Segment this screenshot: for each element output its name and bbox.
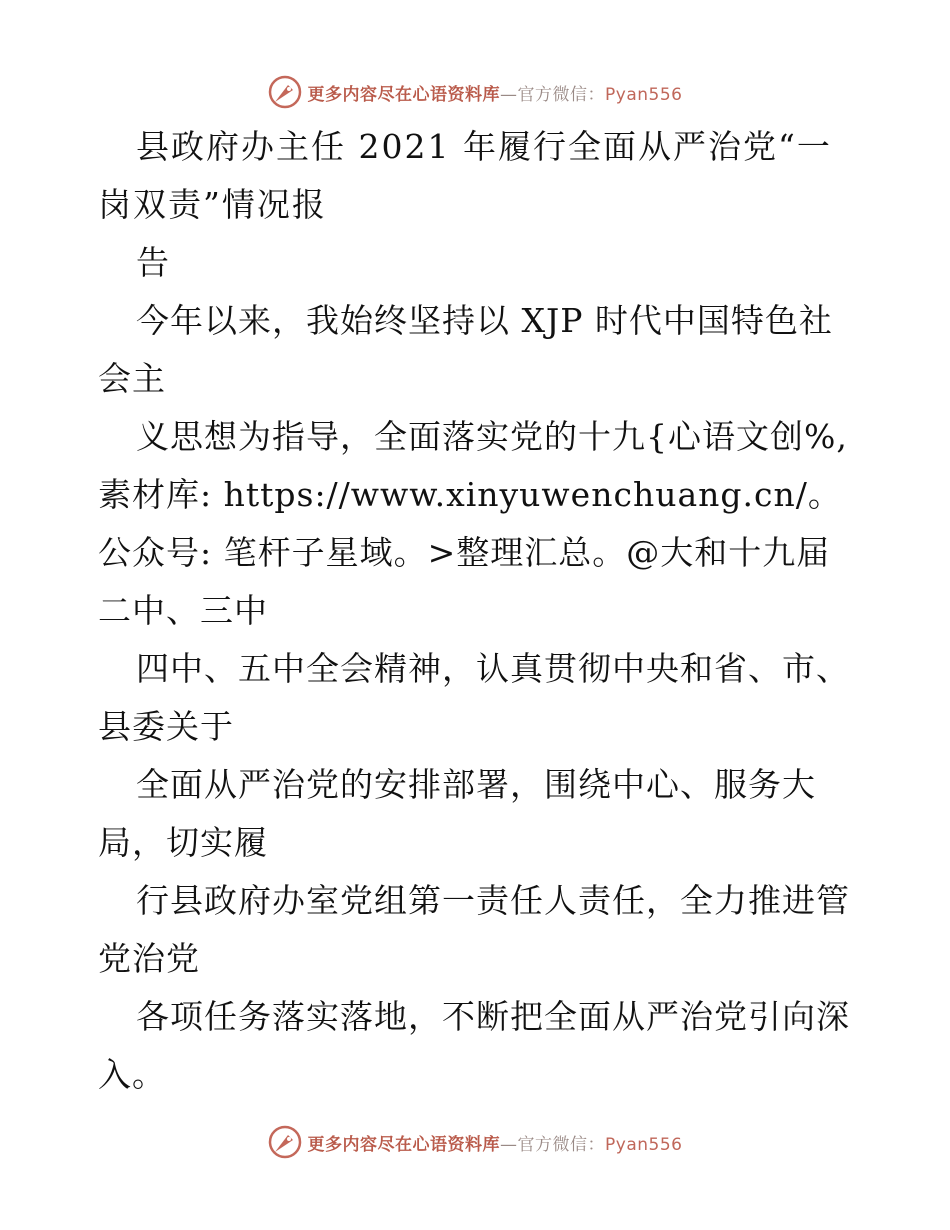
watermark-channel: 官方微信： <box>517 1134 606 1155</box>
document-title: 县政府办主任 2021 年履行全面从严治党“一岗双责”情况报 <box>98 127 832 224</box>
watermark-wechat-id: Pyan556 <box>605 84 683 105</box>
document-title-continuation: 告 <box>136 243 170 282</box>
watermark-brand: 更多内容尽在心语资料库 <box>307 84 501 105</box>
watermark-wechat-id: Pyan556 <box>605 1134 683 1155</box>
watermark-text <box>308 1130 683 1155</box>
watermark-text <box>308 80 683 105</box>
paragraph: 各项任务落实落地，不断把全面从严治党引向深入。 <box>98 997 850 1094</box>
pen-nib-logo-icon <box>268 1125 302 1159</box>
paragraph: 四中、五中全会精神，认真贯彻中央和省、市、县委关于 <box>98 649 850 746</box>
paragraph: 今年以来，我始终坚持以 XJP 时代中国特色社会主 <box>98 301 833 398</box>
paragraph: 义思想为指导，全面落实党的十九{心语文创%,素材库: https://www.xinyuwenchuang.cn/。公众号: 笔杆子星域。>整理汇总。@大和十九届二中、三中 <box>98 417 848 630</box>
paragraph: 全面从严治党的安排部署，围绕中心、服务大局，切实履 <box>98 765 816 862</box>
watermark-separator: — <box>500 1134 518 1155</box>
paragraph: 行县政府办室党组第一责任人责任，全力推进管党治党 <box>98 881 850 978</box>
document-body <box>98 118 858 1104</box>
footer-watermark <box>0 1122 950 1162</box>
header-watermark <box>0 72 950 112</box>
watermark-separator: — <box>500 84 518 105</box>
watermark-brand: 更多内容尽在心语资料库 <box>307 1134 501 1155</box>
watermark-channel: 官方微信： <box>517 84 606 105</box>
pen-nib-logo-icon <box>268 75 302 109</box>
